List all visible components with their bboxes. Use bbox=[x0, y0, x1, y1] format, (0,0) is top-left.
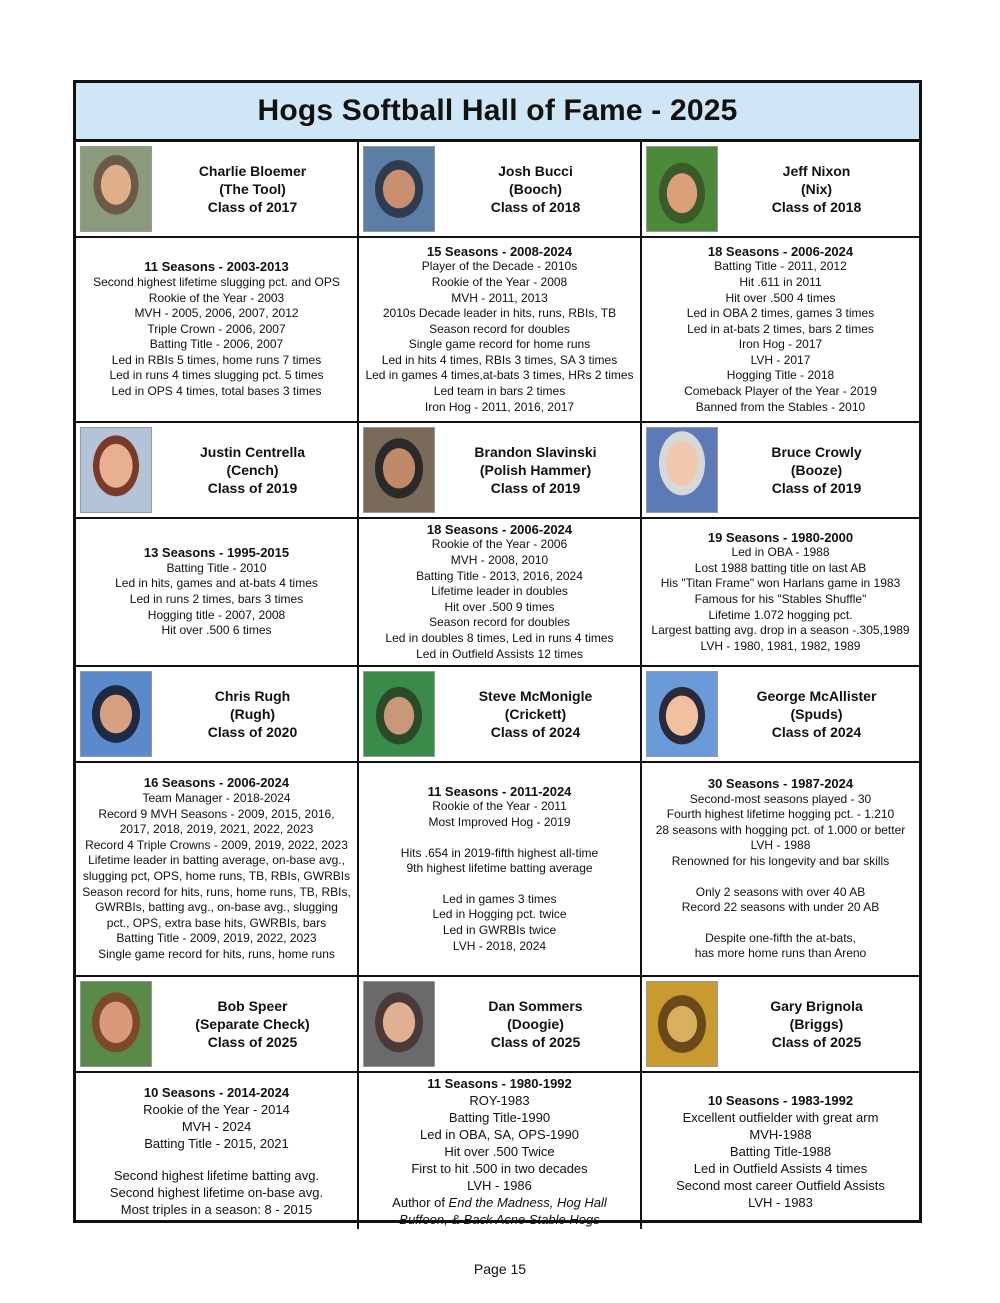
bio-line: Iron Hog - 2011, 2016, 2017 bbox=[424, 399, 575, 414]
seasons-line: 11 Seasons - 2003-2013 bbox=[144, 259, 289, 275]
bio-line: Led in GWRBIs twice bbox=[442, 922, 557, 937]
inductee-header bbox=[359, 423, 642, 519]
bio-line: Led in RBIs 5 times, home runs 7 times bbox=[111, 352, 322, 367]
bio-line: Only 2 seasons with over 40 AB bbox=[695, 884, 866, 899]
inductee-class: Class of 2025 bbox=[490, 1034, 581, 1050]
inductee-bio bbox=[642, 1073, 919, 1229]
bio-line: 28 seasons with hogging pct. of 1.000 or better bbox=[655, 822, 906, 837]
inductee-name: Brandon Slavinski bbox=[474, 444, 597, 460]
inductee-class: Class of 2024 bbox=[771, 724, 862, 740]
inductee-name: George McAllister bbox=[756, 688, 877, 704]
inductee-name: Bob Speer bbox=[217, 998, 288, 1014]
inductee-nickname: (Nix) bbox=[800, 181, 833, 197]
inductee-nickname: (Spuds) bbox=[790, 706, 843, 722]
inductee-nickname: (Crickett) bbox=[504, 706, 567, 722]
seasons-line: 18 Seasons - 2006-2024 bbox=[426, 521, 573, 537]
inductee-class: Class of 2018 bbox=[490, 199, 581, 215]
bio-line: Banned from the Stables - 2010 bbox=[695, 399, 866, 414]
inductee-class: Class of 2025 bbox=[771, 1034, 862, 1050]
inductee-bio bbox=[642, 763, 919, 977]
photo-icon bbox=[646, 427, 718, 513]
inductee-header bbox=[359, 977, 642, 1073]
bio-line: Lifetime leader in doubles bbox=[431, 584, 568, 599]
bio-line: Most Improved Hog - 2019 bbox=[428, 815, 571, 830]
name-block bbox=[435, 687, 636, 741]
bio-line: Led in Outfield Assists 4 times bbox=[693, 1160, 868, 1176]
bio-line: Second highest lifetime on-base avg. bbox=[109, 1185, 324, 1200]
seasons-line: 30 Seasons - 1987-2024 bbox=[707, 776, 854, 792]
name-block bbox=[718, 687, 915, 741]
inductee-name: Charlie Bloemer bbox=[198, 163, 307, 179]
bio-line: His "Titan Frame" won Harlans game in 1983 bbox=[660, 576, 901, 591]
inductee-class: Class of 2017 bbox=[207, 199, 298, 215]
photo-icon bbox=[363, 427, 435, 513]
bio-line: Season record for doubles bbox=[429, 321, 570, 336]
bio-line: Led in games 3 times bbox=[442, 891, 557, 906]
photo-icon bbox=[646, 981, 718, 1067]
bio-line: Largest batting avg. drop in a season -.305,1989 bbox=[651, 623, 910, 638]
bio-line: Batting Title - 2010 bbox=[166, 560, 267, 575]
bio-line: Led in doubles 8 times, Led in runs 4 times bbox=[385, 630, 614, 645]
name-block bbox=[435, 997, 636, 1051]
inductee-class: Class of 2018 bbox=[771, 199, 862, 215]
inductee-bio bbox=[76, 519, 359, 667]
bio-line: Led in runs 4 times slugging pct. 5 times bbox=[109, 368, 324, 383]
inductee-header bbox=[76, 423, 359, 519]
bio-line: Led in at-bats 2 times, bars 2 times bbox=[687, 321, 874, 336]
bio-line: Record 9 MVH Seasons - 2009, 2015, 2016, bbox=[98, 806, 335, 821]
bio-line: Second highest lifetime batting avg. bbox=[113, 1168, 320, 1183]
name-block bbox=[152, 687, 353, 741]
photo-icon bbox=[80, 427, 152, 513]
inductee-nickname: (Separate Check) bbox=[195, 1016, 310, 1032]
name-block bbox=[152, 162, 353, 216]
inductee-name: Josh Bucci bbox=[498, 163, 573, 179]
bio-line: Led in OBA 2 times, games 3 times bbox=[686, 306, 875, 321]
bio-line: Season record for doubles bbox=[429, 615, 570, 630]
bio-line: Renowned for his longevity and bar skills bbox=[671, 854, 890, 868]
inductee-grid bbox=[76, 142, 919, 1229]
inductee-bio bbox=[359, 519, 642, 667]
bio-line: Batting Title - 2011, 2012 bbox=[714, 259, 847, 274]
inductee-class: Class of 2019 bbox=[490, 480, 581, 496]
inductee-header bbox=[642, 977, 919, 1073]
inductee-class: Class of 2025 bbox=[207, 1034, 298, 1050]
bio-line: Second most career Outfield Assists bbox=[676, 1177, 885, 1193]
inductee-header bbox=[359, 142, 642, 238]
bio-line: 9th highest lifetime batting average bbox=[406, 861, 593, 876]
inductee-name: Chris Rugh bbox=[214, 688, 291, 704]
seasons-line: 18 Seasons - 2006-2024 bbox=[707, 243, 854, 259]
inductee-header bbox=[642, 667, 919, 763]
photo-icon bbox=[80, 146, 152, 232]
title-bar bbox=[76, 83, 919, 142]
bio-line: 2010s Decade leader in hits, runs, RBIs, TB bbox=[382, 306, 617, 321]
name-block bbox=[435, 443, 636, 497]
bio-line: Comeback Player of the Year - 2019 bbox=[684, 384, 877, 399]
bio-line: Led in hits, games and at-bats 4 times bbox=[115, 576, 318, 591]
bio-line: MVH - 2005, 2006, 2007, 2012 bbox=[134, 306, 299, 321]
inductee-header bbox=[76, 142, 359, 238]
bio-line: Rookie of the Year - 2011 bbox=[432, 799, 567, 814]
photo-icon bbox=[363, 146, 435, 232]
inductee-class: Class of 2024 bbox=[490, 724, 581, 740]
seasons-line: 15 Seasons - 2008-2024 bbox=[426, 243, 573, 259]
photo-icon bbox=[80, 671, 152, 757]
bio-line: Triple Crown - 2006, 2007 bbox=[147, 321, 286, 336]
inductee-header bbox=[76, 667, 359, 763]
inductee-name: Gary Brignola bbox=[770, 998, 863, 1014]
bio-line: ROY-1983 bbox=[469, 1092, 530, 1108]
bio-line: Led in OBA, SA, OPS-1990 bbox=[420, 1126, 579, 1142]
name-block bbox=[152, 443, 353, 497]
bio-line: LVH - 1986 bbox=[467, 1177, 532, 1193]
inductee-header bbox=[359, 667, 642, 763]
bio-line: Hits .654 in 2019-fifth highest all-time bbox=[400, 845, 599, 860]
bio-line: Batting Title - 2006, 2007 bbox=[149, 337, 284, 352]
inductee-nickname: (Briggs) bbox=[789, 1016, 844, 1032]
inductee-bio bbox=[76, 238, 359, 423]
bio-line: Led in OBA - 1988 bbox=[731, 545, 830, 560]
inductee-bio bbox=[359, 1073, 642, 1229]
bio-line: Rookie of the Year - 2006 bbox=[431, 537, 568, 552]
photo-icon bbox=[646, 146, 718, 232]
seasons-line: 11 Seasons - 2011-2024 bbox=[427, 783, 572, 799]
bio-line: MVH - 2011, 2013 bbox=[451, 290, 548, 305]
inductee-class: Class of 2020 bbox=[207, 724, 298, 740]
name-block bbox=[718, 997, 915, 1051]
bio-line: Famous for his "Stables Shuffle" bbox=[694, 592, 867, 606]
bio-line: Single game record for home runs bbox=[408, 337, 591, 352]
inductee-nickname: (Cench) bbox=[226, 462, 279, 478]
seasons-line: 10 Seasons - 2014-2024 bbox=[143, 1085, 290, 1100]
bio-line: MVH - 2008, 2010 bbox=[450, 553, 549, 568]
bio-line: slugging pct, OPS, home runs, TB, RBIs, GWRBIs bbox=[82, 869, 351, 883]
bio-line: Second-most seasons played - 30 bbox=[689, 791, 872, 806]
author-works: End the Madness, Hog Hall bbox=[448, 1194, 607, 1210]
inductee-header bbox=[642, 423, 919, 519]
page-title: Hogs Softball Hall of Fame - 2025 bbox=[257, 94, 738, 127]
bio-line: Hit over .500 Twice bbox=[444, 1143, 555, 1159]
bio-line: Hogging title - 2007, 2008 bbox=[147, 607, 286, 622]
inductee-header bbox=[642, 142, 919, 238]
photo-icon bbox=[646, 671, 718, 757]
bio-line: Most triples in a season: 8 - 2015 bbox=[120, 1202, 313, 1217]
page-number: Page 15 bbox=[473, 1261, 527, 1277]
inductee-nickname: (Polish Hammer) bbox=[479, 462, 592, 478]
inductee-name: Dan Sommers bbox=[488, 998, 583, 1014]
bio-line: Second highest lifetime slugging pct. and OPS bbox=[93, 274, 340, 289]
inductee-name: Justin Centrella bbox=[199, 444, 306, 460]
bio-line: Excellent outfielder with great arm bbox=[682, 1109, 879, 1125]
bio-line: Batting Title - 2013, 2016, 2024 bbox=[416, 568, 583, 583]
bio-line: Despite one-fifth the at-bats, bbox=[705, 930, 856, 945]
bio-line: Led in Hogging pct. twice bbox=[432, 907, 567, 922]
author-prefix: Author of bbox=[392, 1194, 449, 1210]
bio-line: Player of the Decade - 2010s bbox=[421, 259, 578, 274]
inductee-class: Class of 2019 bbox=[771, 480, 862, 496]
bio-line: Led in hits 4 times, RBIs 3 times, SA 3 times bbox=[381, 352, 618, 367]
bio-line: Season record for hits, runs, home runs, TB, RBIs, bbox=[82, 884, 351, 899]
name-block bbox=[718, 443, 915, 497]
name-block bbox=[152, 997, 353, 1051]
bio-line: Lost 1988 batting title on last AB bbox=[694, 560, 867, 575]
name-block bbox=[435, 162, 636, 216]
inductee-bio bbox=[359, 763, 642, 977]
seasons-line: 10 Seasons - 1983-1992 bbox=[707, 1092, 854, 1108]
bio-line: Led team in bars 2 times bbox=[433, 384, 566, 399]
seasons-line: 16 Seasons - 2006-2024 bbox=[143, 775, 290, 791]
bio-line: Led in games 4 times,at-bats 3 times, HRs 2 times bbox=[365, 368, 634, 383]
inductee-bio bbox=[642, 519, 919, 667]
bio-line: Rookie of the Year - 2008 bbox=[431, 274, 568, 289]
bio-line: Batting Title - 2009, 2019, 2022, 2023 bbox=[116, 931, 317, 946]
inductee-name: Bruce Crowly bbox=[771, 444, 862, 460]
bio-line: Lifetime 1.072 hogging pct. bbox=[708, 607, 853, 622]
hall-of-fame-sheet bbox=[73, 80, 922, 1227]
bio-line: Rookie of the Year - 2003 bbox=[148, 290, 285, 305]
bio-line: Batting Title-1990 bbox=[448, 1109, 551, 1125]
name-block bbox=[718, 162, 915, 216]
bio-line: LVH - 2018, 2024 bbox=[452, 938, 547, 953]
inductee-nickname: (Rugh) bbox=[229, 706, 276, 722]
bio-line: Rookie of the Year - 2014 bbox=[143, 1102, 290, 1117]
author-line bbox=[392, 1194, 607, 1211]
inductee-bio bbox=[642, 238, 919, 423]
bio-line: Single game record for hits, runs, home runs bbox=[98, 946, 335, 961]
inductee-nickname: (The Tool) bbox=[219, 181, 286, 197]
inductee-name: Jeff Nixon bbox=[782, 163, 851, 179]
inductee-name: Steve McMonigle bbox=[478, 688, 593, 704]
photo-icon bbox=[363, 981, 435, 1067]
bio-line: Led in OPS 4 times, total bases 3 times bbox=[111, 384, 322, 399]
bio-line: Iron Hog - 2017 bbox=[738, 337, 823, 352]
bio-line: Record 22 seasons with under 20 AB bbox=[681, 900, 880, 915]
bio-line: Led in Outfield Assists 12 times bbox=[416, 646, 583, 661]
bio-line: LVH - 1980, 1981, 1982, 1989 bbox=[700, 638, 861, 653]
bio-line: Hogging Title - 2018 bbox=[726, 368, 835, 383]
bio-line: Hit over .500 4 times bbox=[725, 290, 836, 305]
inductee-bio bbox=[76, 763, 359, 977]
bio-line: 2017, 2018, 2019, 2021, 2022, 2023 bbox=[119, 822, 314, 837]
bio-line: LVH - 2017 bbox=[750, 352, 811, 367]
inductee-nickname: (Doogie) bbox=[507, 1016, 564, 1032]
bio-line: Batting Title-1988 bbox=[729, 1143, 832, 1159]
bio-line: LVH - 1983 bbox=[748, 1194, 813, 1210]
bio-line: Hit .611 in 2011 bbox=[739, 274, 822, 289]
bio-line: MVH - 2024 bbox=[181, 1119, 252, 1134]
seasons-line: 13 Seasons - 1995-2015 bbox=[143, 545, 290, 561]
bio-line: Team Manager - 2018-2024 bbox=[142, 791, 291, 806]
inductee-class: Class of 2019 bbox=[207, 480, 298, 496]
bio-line: GWRBIs, batting avg., on-base avg., slugging bbox=[95, 900, 338, 915]
inductee-header bbox=[76, 977, 359, 1073]
bio-line: Lifetime leader in batting average, on-base avg., bbox=[88, 853, 345, 868]
bio-line: MVH-1988 bbox=[749, 1126, 812, 1142]
inductee-nickname: (Booze) bbox=[790, 462, 843, 478]
author-works: Buffoon, & Back Acne Stable Hogs bbox=[399, 1211, 600, 1227]
inductee-bio bbox=[76, 1073, 359, 1229]
bio-line: Led in runs 2 times, bars 3 times bbox=[129, 592, 304, 606]
seasons-line: 19 Seasons - 1980-2000 bbox=[707, 529, 854, 545]
seasons-line: 11 Seasons - 1980-1992 bbox=[427, 1075, 572, 1091]
inductee-bio bbox=[359, 238, 642, 423]
bio-line: First to hit .500 in two decades bbox=[411, 1160, 588, 1176]
bio-line: Fourth highest lifetime hogging pct. - 1.210 bbox=[666, 807, 895, 822]
photo-icon bbox=[80, 981, 152, 1067]
bio-line: pct., OPS, extra base hits, GWRBIs, bars bbox=[106, 915, 327, 930]
inductee-nickname: (Booch) bbox=[509, 181, 562, 197]
bio-line: Hit over .500 6 times bbox=[161, 623, 272, 638]
bio-line: LVH - 1988 bbox=[750, 838, 811, 853]
bio-line: Hit over .500 9 times bbox=[444, 599, 555, 614]
bio-line: Batting Title - 2015, 2021 bbox=[144, 1136, 289, 1151]
photo-icon bbox=[363, 671, 435, 757]
bio-line: Record 4 Triple Crowns - 2009, 2019, 2022, 2023 bbox=[85, 837, 348, 852]
bio-line: has more home runs than Areno bbox=[694, 946, 867, 961]
